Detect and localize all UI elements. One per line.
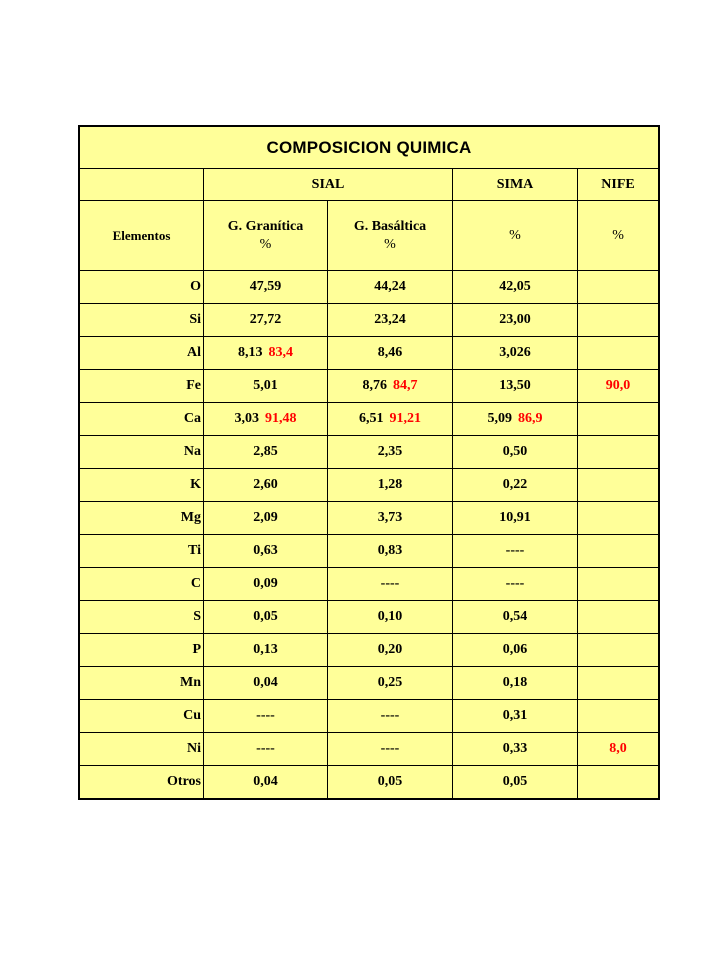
- granitica-value: 47,59: [249, 279, 282, 294]
- sima-value: 0,31: [502, 708, 528, 723]
- granitica-value: 5,01: [253, 378, 278, 393]
- granitica-value: 0,04: [253, 675, 278, 690]
- sima-cell: [453, 436, 578, 469]
- table-title: COMPOSICION QUIMICA: [80, 127, 659, 169]
- sima-value: 0,05: [502, 774, 528, 789]
- sima-value: 42,05: [499, 279, 531, 294]
- basaltica-value: 8,76: [362, 378, 387, 393]
- nife-cell: [578, 271, 659, 304]
- sima-value: 5,09: [487, 411, 512, 426]
- element-cell: Al: [80, 337, 204, 370]
- granitica-value: 2,09: [253, 510, 278, 525]
- nife-cell: [578, 601, 659, 634]
- granitica-cell: [204, 370, 328, 403]
- element-cell: Ca: [80, 403, 204, 436]
- nife-cell: [578, 568, 659, 601]
- basaltica-value: 0,10: [377, 609, 403, 624]
- sima-value: 0,54: [502, 609, 528, 624]
- group-header-blank: [80, 169, 204, 201]
- basaltica-cell: [328, 634, 453, 667]
- element-cell: P: [80, 634, 204, 667]
- sima-cell: [453, 700, 578, 733]
- sima-value: 10,91: [499, 510, 531, 525]
- granitica-value: 0,13: [253, 642, 278, 657]
- sima-cell: [453, 667, 578, 700]
- granitica-cell: [204, 667, 328, 700]
- subheader-granitica-name: G. Granítica: [227, 218, 304, 234]
- basaltica-value: 3,73: [377, 510, 403, 525]
- basaltica-value: 0,20: [377, 642, 403, 657]
- sima-value: 3,026: [499, 345, 531, 360]
- sima-cell: [453, 502, 578, 535]
- element-cell: Otros: [80, 766, 204, 799]
- granitica-cell: [204, 469, 328, 502]
- nife-cell: [578, 469, 659, 502]
- basaltica-value: 44,24: [374, 279, 406, 294]
- granitica-value: 2,85: [253, 444, 278, 459]
- basaltica-cell: [328, 436, 453, 469]
- subheader-basaltica-unit: %: [384, 236, 396, 252]
- basaltica-cell: [328, 337, 453, 370]
- sima-cell: [453, 733, 578, 766]
- element-cell: S: [80, 601, 204, 634]
- sima-cell: [453, 535, 578, 568]
- basaltica-value: ----: [380, 576, 400, 591]
- table-row: [80, 403, 659, 436]
- sima-value: 13,50: [499, 378, 531, 393]
- basaltica-cell: [328, 403, 453, 436]
- element-cell: O: [80, 271, 204, 304]
- table-row: [80, 436, 659, 469]
- basaltica-value: ----: [380, 741, 400, 756]
- table-row: [80, 568, 659, 601]
- nife-cell: 8,0: [578, 733, 659, 766]
- granitica-cell: [204, 403, 328, 436]
- granitica-cell: [204, 766, 328, 799]
- nife-cell: [578, 403, 659, 436]
- group-header-nife: NIFE: [578, 169, 659, 201]
- sima-cell: [453, 271, 578, 304]
- granitica-value: 0,04: [253, 774, 278, 789]
- sima-cell: [453, 568, 578, 601]
- nife-cell: [578, 502, 659, 535]
- granitica-cell: [204, 733, 328, 766]
- granitica-value: 3,03: [234, 411, 259, 426]
- element-cell: K: [80, 469, 204, 502]
- granitica-value: 0,05: [253, 609, 278, 624]
- element-cell: Ni: [80, 733, 204, 766]
- granitica-cell: [204, 502, 328, 535]
- basaltica-cell: [328, 535, 453, 568]
- element-cell: Mg: [80, 502, 204, 535]
- sima-value: ----: [505, 576, 525, 591]
- basaltica-value: 1,28: [377, 477, 403, 492]
- sima-value: 0,50: [502, 444, 528, 459]
- sima-cell: [453, 370, 578, 403]
- subheader-nife-unit: %: [578, 201, 659, 271]
- element-cell: C: [80, 568, 204, 601]
- group-header-sima: SIMA: [453, 169, 578, 201]
- table-row: [80, 634, 659, 667]
- subheader-granitica-unit: %: [259, 236, 272, 252]
- basaltica-cumulative-value: 91,21: [389, 411, 421, 426]
- table-row: [80, 535, 659, 568]
- granitica-cell: [204, 337, 328, 370]
- sima-value: ----: [505, 543, 525, 558]
- basaltica-cell: [328, 304, 453, 337]
- nife-cell: [578, 304, 659, 337]
- granitica-value: 8,13: [238, 345, 263, 360]
- basaltica-value: 23,24: [374, 312, 406, 327]
- element-cell: Na: [80, 436, 204, 469]
- table-row: [80, 337, 659, 370]
- sima-value: 0,18: [502, 675, 528, 690]
- basaltica-value: 2,35: [377, 444, 403, 459]
- basaltica-cumulative-value: 84,7: [393, 378, 418, 393]
- subheader-elementos: Elementos: [80, 201, 204, 271]
- basaltica-value: 0,25: [377, 675, 403, 690]
- sima-cell: [453, 601, 578, 634]
- sima-cell: [453, 304, 578, 337]
- nife-cell: [578, 667, 659, 700]
- subheader-sima-unit: %: [453, 201, 578, 271]
- basaltica-cell: [328, 370, 453, 403]
- basaltica-cell: [328, 271, 453, 304]
- table-row: [80, 766, 659, 799]
- element-cell: Si: [80, 304, 204, 337]
- granitica-cell: [204, 568, 328, 601]
- granitica-cell: [204, 535, 328, 568]
- sima-cumulative-value: 86,9: [518, 411, 543, 426]
- table-row: [80, 502, 659, 535]
- sima-cell: [453, 337, 578, 370]
- granitica-value: ----: [256, 741, 275, 756]
- nife-cell: [578, 535, 659, 568]
- composition-table-wrapper: [79, 126, 658, 799]
- granitica-value: 2,60: [253, 477, 278, 492]
- element-cell: Fe: [80, 370, 204, 403]
- granitica-value: 0,63: [253, 543, 278, 558]
- element-cell: Ti: [80, 535, 204, 568]
- nife-cell: [578, 700, 659, 733]
- table-row: [80, 370, 659, 403]
- group-header-sial: SIAL: [204, 169, 453, 201]
- table-row: [80, 601, 659, 634]
- nife-cell: [578, 436, 659, 469]
- nife-cell: [578, 337, 659, 370]
- table-row: [80, 271, 659, 304]
- subheader-basaltica-name: G. Basáltica: [353, 218, 427, 234]
- sima-cell: [453, 766, 578, 799]
- granitica-cumulative-value: 91,48: [265, 411, 297, 426]
- sima-value: 0,22: [502, 477, 528, 492]
- nife-cell: [578, 766, 659, 799]
- basaltica-cell: [328, 700, 453, 733]
- basaltica-value: ----: [380, 708, 400, 723]
- element-cell: Mn: [80, 667, 204, 700]
- group-header-row: [80, 169, 659, 201]
- granitica-cell: [204, 304, 328, 337]
- sima-cell: [453, 469, 578, 502]
- sima-cell: [453, 634, 578, 667]
- granitica-cell: [204, 700, 328, 733]
- subheader-granitica: [204, 201, 328, 271]
- basaltica-cell: [328, 667, 453, 700]
- composition-table: [79, 126, 659, 799]
- subheader-basaltica: [328, 201, 453, 271]
- basaltica-cell: [328, 568, 453, 601]
- sima-value: 0,33: [502, 741, 528, 756]
- basaltica-value: 0,83: [377, 543, 403, 558]
- basaltica-cell: [328, 502, 453, 535]
- table-row: [80, 733, 659, 766]
- granitica-value: ----: [256, 708, 275, 723]
- nife-cell: 90,0: [578, 370, 659, 403]
- basaltica-value: 6,51: [359, 411, 384, 426]
- basaltica-value: 0,05: [377, 774, 403, 789]
- sima-value: 0,06: [502, 642, 528, 657]
- basaltica-cell: [328, 766, 453, 799]
- table-row: [80, 304, 659, 337]
- granitica-cumulative-value: 83,4: [268, 345, 293, 360]
- table-row: [80, 700, 659, 733]
- granitica-cell: [204, 436, 328, 469]
- basaltica-cell: [328, 733, 453, 766]
- basaltica-cell: [328, 469, 453, 502]
- nife-cell: [578, 634, 659, 667]
- granitica-value: 27,72: [249, 312, 282, 327]
- basaltica-value: 8,46: [377, 345, 403, 360]
- basaltica-cell: [328, 601, 453, 634]
- table-row: [80, 469, 659, 502]
- table-row: [80, 667, 659, 700]
- subheader-row: [80, 201, 659, 271]
- sima-cell: [453, 403, 578, 436]
- element-cell: Cu: [80, 700, 204, 733]
- sima-value: 23,00: [499, 312, 531, 327]
- title-row: [80, 127, 659, 169]
- granitica-cell: [204, 601, 328, 634]
- granitica-cell: [204, 271, 328, 304]
- granitica-cell: [204, 634, 328, 667]
- granitica-value: 0,09: [253, 576, 278, 591]
